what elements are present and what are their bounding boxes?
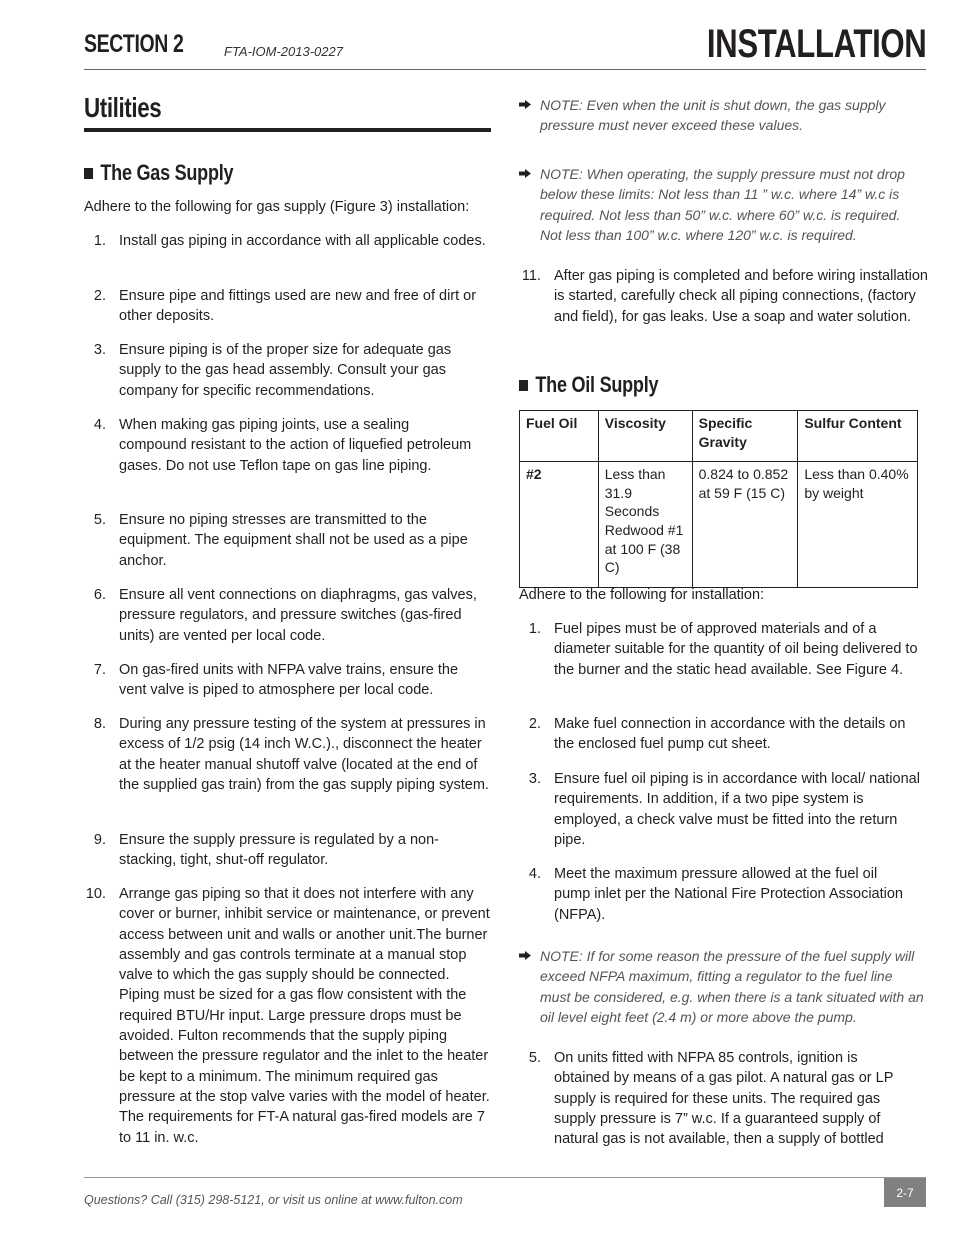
- table-row: [520, 462, 918, 588]
- gas-supply-intro: Adhere to the following for gas supply (Figure 3) installation:: [84, 199, 470, 215]
- fuel-oil-table: [519, 410, 918, 588]
- footer-contact: Questions? Call (315) 298-5121, or visit us online at www.fulton.com: [84, 1193, 463, 1207]
- arrow-right-icon: [519, 100, 531, 109]
- square-bullet-icon: [84, 168, 93, 179]
- page-number: 2-7: [884, 1178, 926, 1207]
- oil-supply-heading-text: The Oil Supply: [535, 372, 659, 397]
- table-header-row: [520, 411, 918, 462]
- gas-supply-heading-text: The Gas Supply: [100, 160, 234, 185]
- table-cell: 0.824 to 0.852 at 59 F (15 C): [692, 462, 798, 588]
- oil-supply-intro: Adhere to the following for installation:: [519, 587, 765, 603]
- column-header: Specific Gravity: [692, 411, 798, 462]
- footer-divider: [84, 1177, 926, 1178]
- document-number: FTA-IOM-2013-0227: [224, 44, 343, 59]
- utilities-underline: [84, 128, 491, 132]
- table-cell: Less than 31.9 Seconds Redwood #1 at 100 F (38 C): [598, 462, 692, 588]
- table-cell: #2: [520, 462, 599, 588]
- column-header: Viscosity: [598, 411, 692, 462]
- page-title: INSTALLATION: [706, 22, 926, 66]
- square-bullet-icon: [519, 380, 528, 391]
- table-cell: Less than 0.40% by weight: [798, 462, 918, 588]
- arrow-right-icon: [519, 169, 531, 178]
- oil-supply-heading: [519, 372, 658, 398]
- utilities-heading: Utilities: [84, 92, 162, 123]
- arrow-right-icon: [519, 951, 531, 960]
- column-header: Fuel Oil: [520, 411, 599, 462]
- section-label: SECTION 2: [84, 30, 184, 58]
- column-header: Sulfur Content: [798, 411, 918, 462]
- header-divider: [84, 69, 926, 70]
- gas-supply-heading: [84, 160, 233, 186]
